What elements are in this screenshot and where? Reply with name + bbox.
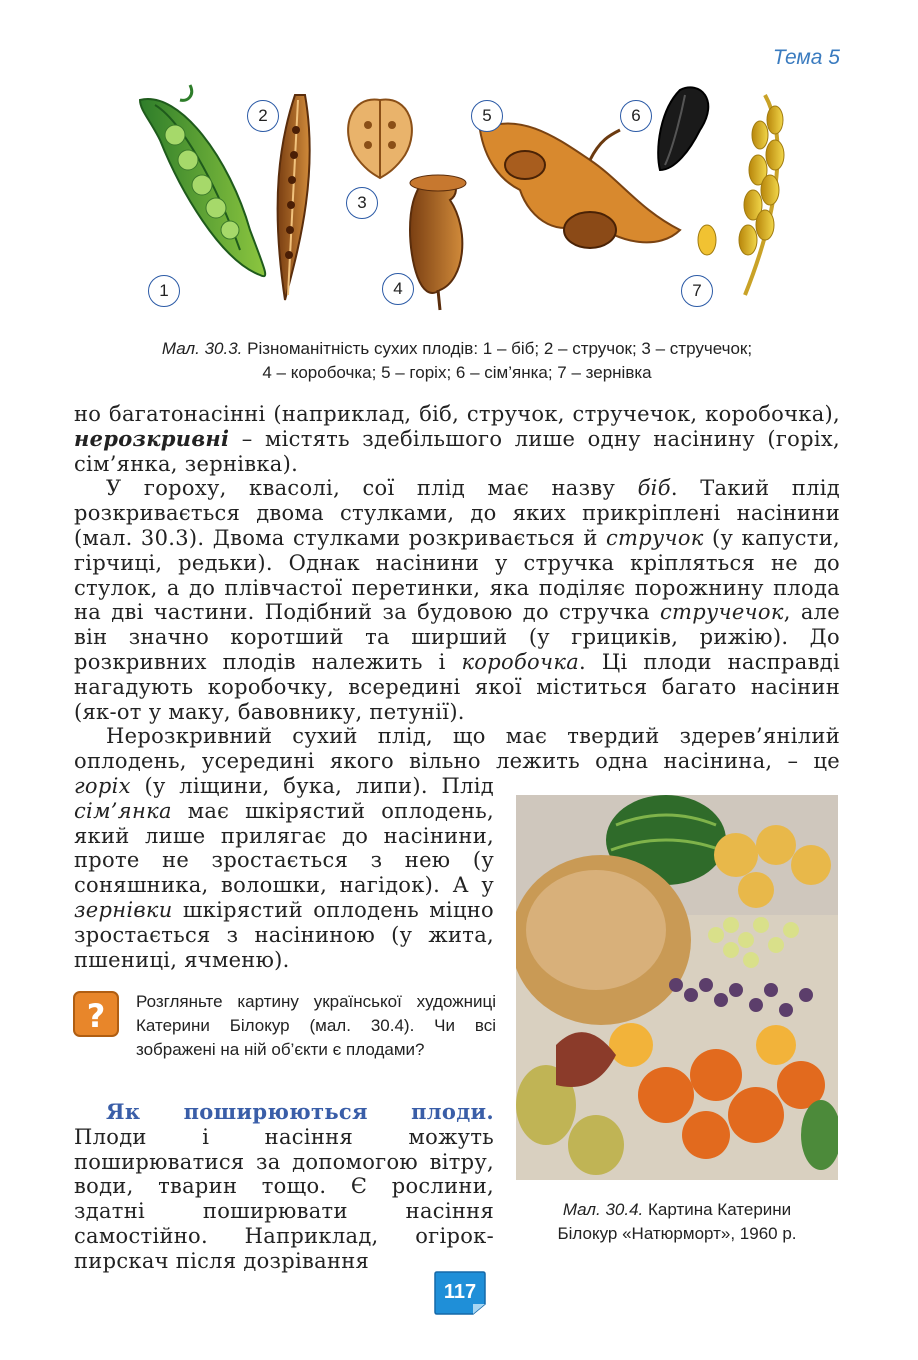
dispersal-section: Як поширюються плоди. Плоди і насіння можуть поширюватися за допомогою вітру, води, тварин тощо. Є рослини, здатні поширювати насіння самостійно. Наприклад, огірок-пирскач після дозрівання (74, 1099, 494, 1273)
silique-icon (278, 95, 310, 300)
fig-label-1: 1 (148, 275, 180, 307)
capsule-icon (410, 175, 466, 310)
caryopsis-icon (698, 95, 784, 295)
fig-label-3: 3 (346, 187, 378, 219)
page-number: 117 (443, 1281, 477, 1303)
main-text (74, 402, 840, 774)
fig-label-5: 5 (471, 100, 503, 132)
paragraph-3: Нерозкривний сухий плід, що має твердий здерев’янілий оплодень, усередині якого вільно лежить одна насінина, – це (74, 724, 840, 774)
svg-text:?: ? (86, 997, 106, 1035)
paragraph-2: У гороху, квасолі, сої плід має назву біб. Такий плід розкривається двома стулками, до яких прикріплені насінини (мал. 30.3). Двома стулками розкривається й стручок (у капусти, гірчиці, редьки). Однак насінини у стручка кріпляться не до стулок, а до плівчастої перетинки, яка поділяє порожнину плода на дві частини. Подібний за будовою до стручка стручечок, але він значно коротший та ширший (у грициків, рижію). До розкривних плодів належить і коробочка. Ці плоди насправді нагадують коробочку, всередині якої міститься багато насінин (як-от у маку, бавовнику, петунії). (74, 476, 841, 724)
term-legume: біб (637, 476, 671, 501)
caption-text-2: 4 – коробочка; 5 – горіх; 6 – сім’янка; 7 – зернівка (262, 363, 652, 382)
term-silique: стручок (606, 525, 704, 550)
fig-label-6: 6 (620, 100, 652, 132)
term-nonopening: нерозкривні (74, 425, 230, 451)
nut-icon (480, 123, 680, 248)
fig-label-2: 2 (247, 100, 279, 132)
question-box (136, 990, 496, 1062)
question-icon (72, 990, 120, 1038)
term-nut: горіх (74, 774, 131, 798)
still-life-painting-image (516, 795, 838, 1180)
silicle-icon (348, 100, 412, 178)
section-heading: Як поширюються плоди. (106, 1099, 494, 1124)
caption-text-1: Різноманітність сухих плодів: 1 – біб; 2 – стручок; 3 – стручечок; (242, 339, 753, 358)
topic-header: Тема 5 (772, 46, 840, 69)
achene-icon (658, 87, 708, 170)
term-capsule: коробочка (461, 649, 580, 674)
caption2-text-1: Картина Катерини (643, 1200, 792, 1219)
column-text: горіх (у ліщини, бука, липи). Плід сім’янка має шкірястий оплодень, який лише прилягає до насінини, проте не зростається з нею (у соняшника, волошки, нагідок). А у зернівки шкірястий оплодень міцно зростається з насіниною (у жита, пшениці, ячменю). (74, 774, 494, 972)
figure-30-3-caption (74, 337, 840, 385)
fig-label-7: 7 (681, 275, 713, 307)
term-caryopsis: зернівки (74, 897, 173, 922)
paragraph-1: но багатонасінні (наприклад, біб, стручок, стручечок, коробочка), нерозкривні – містять здебільшого лише одну насінину (горіх, сім’янка, зернівка). (74, 402, 840, 476)
figure-30-4-caption (516, 1198, 838, 1246)
page-number-badge (433, 1270, 487, 1316)
fig-label-4: 4 (382, 273, 414, 305)
term-silicle: стручечок (659, 600, 784, 625)
term-achene: сім’янка (74, 798, 172, 823)
caption-ref: Мал. 30.3. (161, 339, 243, 358)
caption2-text-2: Білокур «Натюрморт», 1960 р. (557, 1224, 797, 1243)
caption2-ref: Мал. 30.4. (562, 1200, 644, 1219)
question-text: Розгляньте картину української художниці Катерини Білокур (мал. 30.4). Чи всі зображені на ній об’єкти є плодами? (136, 992, 496, 1059)
